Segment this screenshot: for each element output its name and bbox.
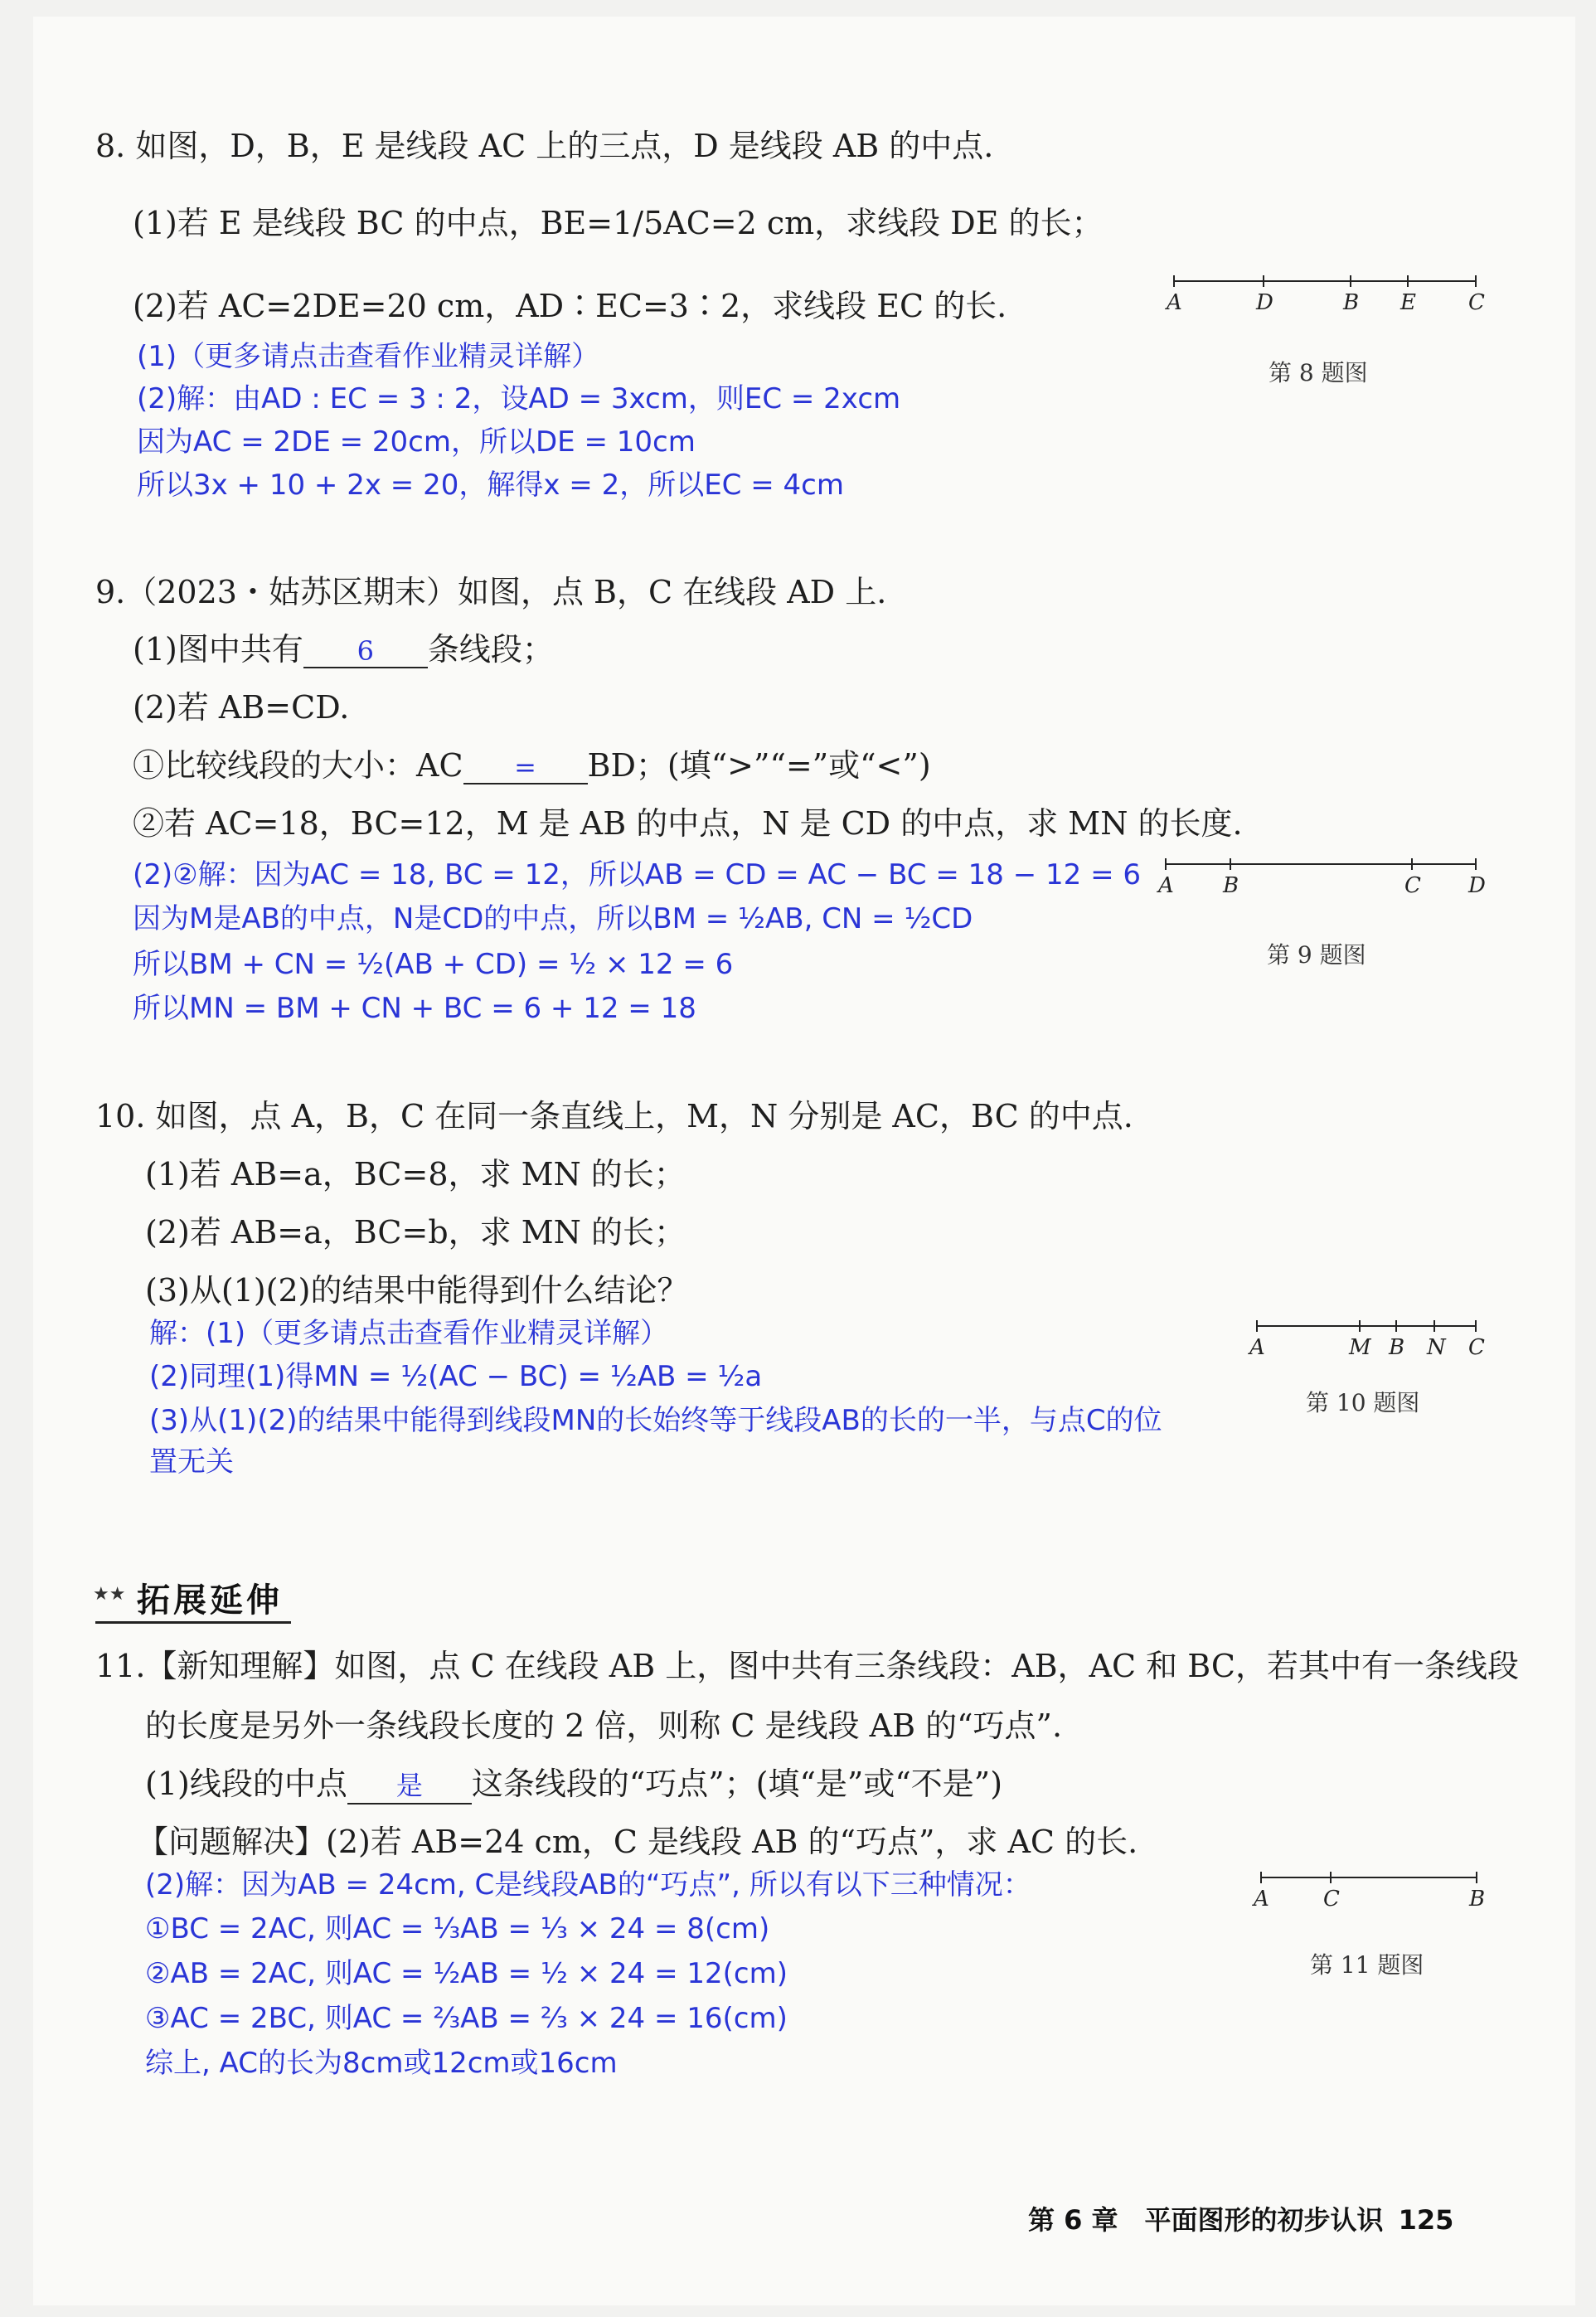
point-label: B (1343, 290, 1360, 315)
q8-answer-line: 所以3x + 10 + 2x = 20，解得x = 2，所以EC = 4cm (137, 469, 844, 502)
q9-caption: 第 9 题图 (1267, 941, 1366, 969)
q9-answer-line: 所以BM + CN = ½(AB + CD) = ½ × 12 = 6 (133, 948, 734, 981)
q8-answer-line: 因为AC = 2DE = 20cm，所以DE = 10cm (137, 425, 696, 459)
point-label: M (1349, 1335, 1371, 1360)
q11-answer-line: ③AC = 2BC, 则AC = ⅔AB = ⅔ × 24 = 16(cm) (145, 2002, 788, 2035)
point-label: N (1427, 1335, 1446, 1360)
point-label: D (1468, 873, 1486, 898)
point-label: D (1256, 290, 1273, 315)
section-heading: 拓展延伸 (95, 1574, 291, 1624)
q8-answer-line: (1)（更多请点击查看作业精灵详解） (137, 340, 600, 373)
q8-title: 8. 如图，D，B，E 是线段 AC 上的三点，D 是线段 AB 的中点. (95, 128, 994, 164)
page-number: 125 (1398, 2204, 1454, 2236)
point-label: C (1468, 1335, 1485, 1360)
q11-answer-line: 综上, AC的长为8cm或12cm或16cm (145, 2047, 618, 2080)
point-label: B (1389, 1335, 1405, 1360)
q9-diagram (1158, 857, 1486, 906)
q8-answer-line: (2)解：由AD : EC = 3 : 2，设AD = 3xcm，则EC = 2xcm (137, 382, 901, 415)
q10-answer-line: (3)从(1)(2)的结果中能得到线段MN的长始终等于线段AB的长的一半，与点C的位 (149, 1404, 1162, 1437)
q9-part1: (1)图中共有 6 条线段； (133, 631, 554, 668)
q10-part3: (3)从(1)(2)的结果中能得到什么结论？ (145, 1272, 689, 1309)
q11-answer-line: ①BC = 2AC, 则AC = ⅓AB = ⅓ × 24 = 8(cm) (145, 1912, 770, 1945)
q9-answer-line: 因为M是AB的中点，N是CD的中点，所以BM = ½AB, CN = ½CD (133, 902, 973, 935)
q11-title: 11.【新知理解】如图，点 C 在线段 AB 上，图中共有三条线段：AB，AC 和 BC，若其中有一条线段 (95, 1648, 1519, 1684)
q10-diagram (1249, 1319, 1485, 1368)
q9-part2a: ①比较线段的大小：AC = BD；(填“>”“=”或“<”) (133, 747, 931, 784)
q10-answer-line: 解：(1)（更多请点击查看作业精灵详解） (149, 1317, 669, 1350)
q11-title-cont: 的长度是另外一条线段长度的 2 倍，则称 C 是线段 AB 的“巧点”. (145, 1707, 1063, 1744)
q9-part2: (2)若 AB=CD. (133, 689, 350, 726)
point-label: A (1254, 1887, 1269, 1911)
q8-part2: (2)若 AC=2DE=20 cm，AD∶EC=3∶2，求线段 EC 的长. (133, 288, 1007, 324)
q10-part2: (2)若 AB=a，BC=b，求 MN 的长； (145, 1214, 686, 1251)
chapter-title: 第 6 章 平面图形的初步认识 (1028, 2204, 1384, 2236)
point-label: B (1469, 1887, 1486, 1911)
q11-part2: 【问题解决】(2)若 AB=24 cm，C 是线段 AB 的“巧点”，求 AC 的长. (137, 1824, 1138, 1860)
q10-caption: 第 10 题图 (1306, 1389, 1420, 1416)
point-label: C (1404, 873, 1421, 898)
q11-answer-line: ②AB = 2AC, 则AC = ½AB = ½ × 24 = 12(cm) (145, 1957, 788, 1990)
answer-blank[interactable]: = (463, 751, 588, 784)
page-footer (1028, 2199, 1453, 2237)
q8-caption: 第 8 题图 (1269, 359, 1368, 386)
point-label: A (1158, 873, 1174, 898)
q9-answer-line: (2)②解：因为AC = 18, BC = 12，所以AB = CD = AC − BC = 18 − 12 = 6 (133, 858, 1142, 891)
star-decoration-icon: ★★ (93, 1584, 126, 1605)
point-label: E (1400, 290, 1416, 315)
answer-blank[interactable]: 6 (303, 635, 428, 668)
q10-title: 10. 如图，点 A，B，C 在同一条直线上，M，N 分别是 AC，BC 的中点. (95, 1098, 1133, 1134)
q9-answer-line: 所以MN = BM + CN + BC = 6 + 12 = 18 (133, 992, 696, 1025)
q8-part1: (1)若 E 是线段 BC 的中点，BE=1/5AC=2 cm，求线段 DE 的长； (133, 205, 1104, 241)
point-label: A (1249, 1335, 1265, 1360)
q11-part1: (1)线段的中点 是 这条线段的“巧点”；(填“是”或“不是”) (145, 1758, 1002, 1805)
point-label: A (1167, 290, 1182, 315)
q11-answer-line: (2)解：因为AB = 24cm, C是线段AB的“巧点”, 所以有以下三种情况： (145, 1868, 1031, 1902)
answer-blank[interactable]: 是 (347, 1765, 472, 1805)
point-label: B (1223, 873, 1239, 898)
q10-part1: (1)若 AB=a，BC=8，求 MN 的长； (145, 1156, 686, 1193)
q10-answer-line: (2)同理(1)得MN = ½(AC − BC) = ½AB = ½a (149, 1360, 763, 1393)
point-label: C (1468, 290, 1485, 315)
q9-part2b: ②若 AC=18，BC=12，M 是 AB 的中点，N 是 CD 的中点，求 MN 的长度. (133, 805, 1243, 842)
q9-title: 9.（2023・姑苏区期末）如图，点 B，C 在线段 AD 上. (95, 574, 887, 610)
q11-caption: 第 11 题图 (1310, 1951, 1424, 1979)
point-label: C (1323, 1887, 1340, 1911)
q8-diagram (1167, 274, 1485, 323)
q10-answer-line: 置无关 (149, 1445, 234, 1479)
q11-diagram (1254, 1870, 1486, 1920)
